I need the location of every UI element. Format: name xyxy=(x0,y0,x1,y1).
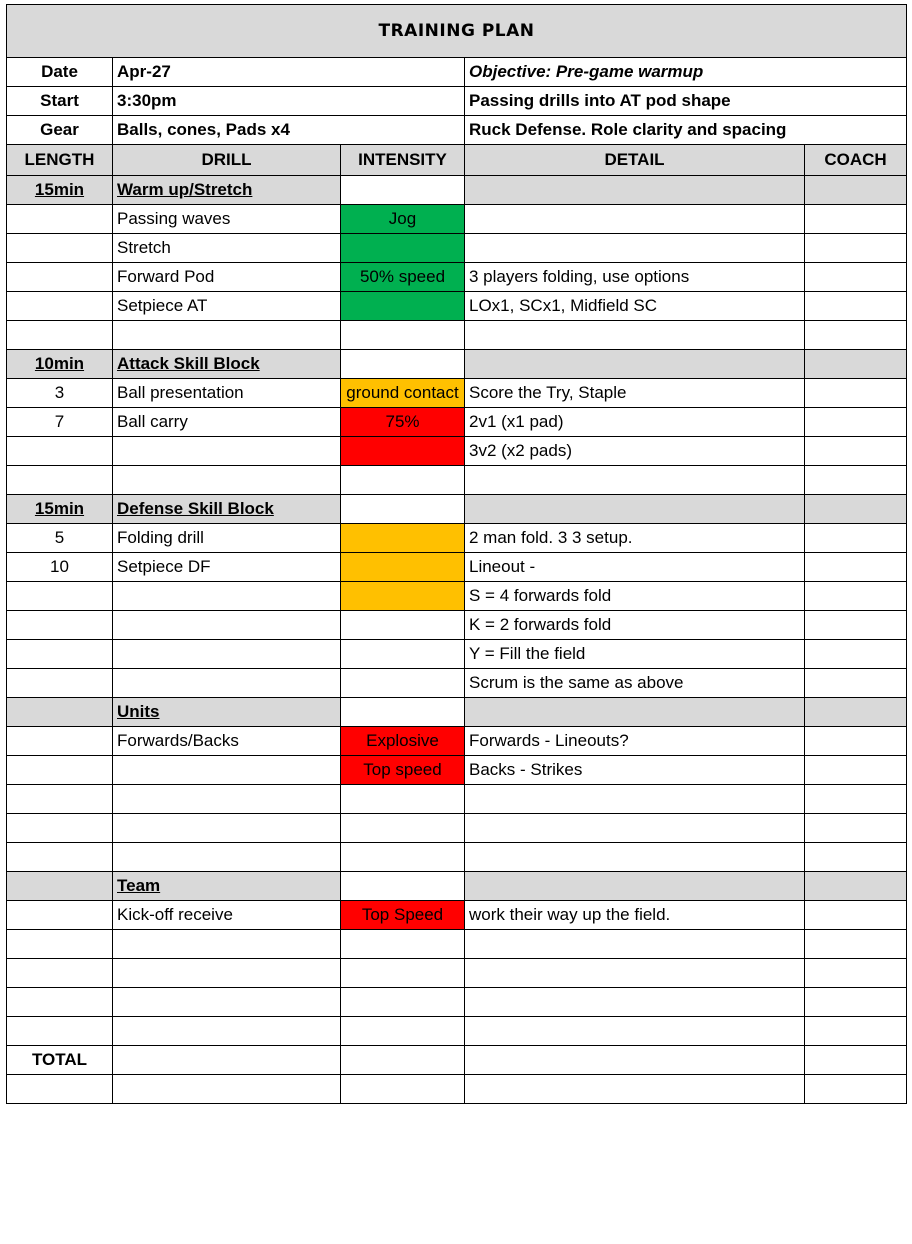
cell-coach xyxy=(805,553,907,582)
cell-intensity xyxy=(341,988,465,1017)
cell-coach xyxy=(805,669,907,698)
info-label-date: Date xyxy=(7,58,113,87)
cell-drill: Ball carry xyxy=(113,408,341,437)
cell-intensity xyxy=(341,321,465,350)
cell-coach xyxy=(805,959,907,988)
cell-length xyxy=(7,292,113,321)
cell-intensity xyxy=(341,466,465,495)
column-header-coach: COACH xyxy=(805,145,907,176)
table-row xyxy=(7,234,907,263)
cell-drill: Setpiece DF xyxy=(113,553,341,582)
cell-length: 15min xyxy=(7,176,113,205)
cell-intensity xyxy=(341,176,465,205)
info-label-start: Start xyxy=(7,87,113,116)
cell-intensity: Top speed xyxy=(341,756,465,785)
table-row xyxy=(7,263,907,292)
table-row xyxy=(7,872,907,901)
cell-drill xyxy=(113,756,341,785)
cell-detail xyxy=(465,1075,805,1104)
cell-length xyxy=(7,205,113,234)
table-row xyxy=(7,495,907,524)
cell-detail xyxy=(465,698,805,727)
cell-intensity xyxy=(341,495,465,524)
cell-length xyxy=(7,611,113,640)
cell-coach xyxy=(805,176,907,205)
cell-detail xyxy=(465,205,805,234)
cell-drill xyxy=(113,1017,341,1046)
cell-coach xyxy=(805,1046,907,1075)
table-row xyxy=(7,785,907,814)
table-row xyxy=(7,727,907,756)
cell-detail: Forwards - Lineouts? xyxy=(465,727,805,756)
cell-coach xyxy=(805,234,907,263)
cell-drill xyxy=(113,930,341,959)
info-value-date: Apr-27 xyxy=(113,58,465,87)
cell-intensity xyxy=(341,640,465,669)
column-header-length: LENGTH xyxy=(7,145,113,176)
cell-drill xyxy=(113,640,341,669)
table-row xyxy=(7,553,907,582)
cell-intensity xyxy=(341,611,465,640)
info-row-start xyxy=(7,87,907,116)
info-value-start: 3:30pm xyxy=(113,87,465,116)
cell-drill xyxy=(113,321,341,350)
cell-length xyxy=(7,234,113,263)
cell-detail: 2v1 (x1 pad) xyxy=(465,408,805,437)
column-header-drill: DRILL xyxy=(113,145,341,176)
cell-drill xyxy=(113,814,341,843)
cell-length xyxy=(7,756,113,785)
table-row xyxy=(7,988,907,1017)
table-row xyxy=(7,176,907,205)
cell-detail: 3v2 (x2 pads) xyxy=(465,437,805,466)
objective-line-2: Passing drills into AT pod shape xyxy=(465,87,907,116)
cell-drill: Folding drill xyxy=(113,524,341,553)
cell-intensity: Jog xyxy=(341,205,465,234)
table-row xyxy=(7,930,907,959)
cell-drill: Setpiece AT xyxy=(113,292,341,321)
cell-intensity xyxy=(341,553,465,582)
cell-detail xyxy=(465,321,805,350)
objective-line-1: Objective: Pre-game warmup xyxy=(465,58,907,87)
cell-coach xyxy=(805,1017,907,1046)
cell-drill: Stretch xyxy=(113,234,341,263)
table-row xyxy=(7,437,907,466)
cell-intensity xyxy=(341,669,465,698)
cell-intensity: 50% speed xyxy=(341,263,465,292)
cell-drill xyxy=(113,669,341,698)
cell-length xyxy=(7,698,113,727)
cell-section-title: Warm up/Stretch xyxy=(113,176,341,205)
table-row xyxy=(7,698,907,727)
cell-length: 7 xyxy=(7,408,113,437)
cell-detail xyxy=(465,1046,805,1075)
cell-coach xyxy=(805,1075,907,1104)
cell-detail: 2 man fold. 3 3 setup. xyxy=(465,524,805,553)
cell-intensity xyxy=(341,1075,465,1104)
info-value-gear: Balls, cones, Pads x4 xyxy=(113,116,465,145)
cell-intensity xyxy=(341,292,465,321)
cell-coach xyxy=(805,263,907,292)
cell-intensity: Top Speed xyxy=(341,901,465,930)
cell-intensity xyxy=(341,959,465,988)
info-label-gear: Gear xyxy=(7,116,113,145)
cell-drill: Passing waves xyxy=(113,205,341,234)
cell-intensity: ground contact xyxy=(341,379,465,408)
cell-length xyxy=(7,263,113,292)
cell-coach xyxy=(805,292,907,321)
cell-coach xyxy=(805,640,907,669)
cell-intensity xyxy=(341,698,465,727)
cell-intensity: 75% xyxy=(341,408,465,437)
cell-intensity xyxy=(341,234,465,263)
table-row xyxy=(7,843,907,872)
cell-length xyxy=(7,843,113,872)
cell-length xyxy=(7,872,113,901)
cell-coach xyxy=(805,756,907,785)
cell-drill xyxy=(113,1046,341,1075)
cell-detail: Backs - Strikes xyxy=(465,756,805,785)
cell-coach xyxy=(805,495,907,524)
cell-coach xyxy=(805,350,907,379)
info-row-gear xyxy=(7,116,907,145)
cell-detail: Scrum is the same as above xyxy=(465,669,805,698)
cell-coach xyxy=(805,872,907,901)
cell-intensity xyxy=(341,872,465,901)
cell-coach xyxy=(805,698,907,727)
cell-intensity xyxy=(341,350,465,379)
title-row xyxy=(7,5,907,58)
cell-length xyxy=(7,437,113,466)
cell-intensity xyxy=(341,582,465,611)
cell-drill xyxy=(113,1075,341,1104)
cell-length: 5 xyxy=(7,524,113,553)
cell-length xyxy=(7,669,113,698)
cell-detail: work their way up the field. xyxy=(465,901,805,930)
cell-intensity xyxy=(341,843,465,872)
table-row xyxy=(7,814,907,843)
cell-detail xyxy=(465,872,805,901)
cell-detail xyxy=(465,350,805,379)
cell-detail xyxy=(465,785,805,814)
table-row xyxy=(7,350,907,379)
cell-section-title: Attack Skill Block xyxy=(113,350,341,379)
table-row xyxy=(7,640,907,669)
cell-detail: Lineout - xyxy=(465,553,805,582)
cell-length xyxy=(7,988,113,1017)
table-row xyxy=(7,756,907,785)
cell-coach xyxy=(805,466,907,495)
cell-length xyxy=(7,901,113,930)
cell-detail xyxy=(465,1017,805,1046)
table-row xyxy=(7,1017,907,1046)
cell-detail xyxy=(465,959,805,988)
cell-length xyxy=(7,930,113,959)
cell-length xyxy=(7,1075,113,1104)
cell-coach xyxy=(805,437,907,466)
cell-coach xyxy=(805,843,907,872)
cell-coach xyxy=(805,727,907,756)
cell-intensity: Explosive xyxy=(341,727,465,756)
cell-drill xyxy=(113,466,341,495)
cell-detail xyxy=(465,466,805,495)
cell-length: 3 xyxy=(7,379,113,408)
cell-coach xyxy=(805,988,907,1017)
table-row xyxy=(7,1046,907,1075)
table-row xyxy=(7,901,907,930)
cell-section-title: Defense Skill Block xyxy=(113,495,341,524)
cell-length: 15min xyxy=(7,495,113,524)
cell-coach xyxy=(805,901,907,930)
cell-drill: Forward Pod xyxy=(113,263,341,292)
cell-length xyxy=(7,582,113,611)
cell-intensity xyxy=(341,524,465,553)
column-header-detail: DETAIL xyxy=(465,145,805,176)
cell-drill xyxy=(113,843,341,872)
cell-section-title: Units xyxy=(113,698,341,727)
training-plan-table xyxy=(6,4,907,1104)
cell-drill xyxy=(113,437,341,466)
cell-coach xyxy=(805,814,907,843)
cell-drill xyxy=(113,988,341,1017)
cell-coach xyxy=(805,611,907,640)
table-row xyxy=(7,292,907,321)
table-row xyxy=(7,582,907,611)
column-header-intensity: INTENSITY xyxy=(341,145,465,176)
table-row xyxy=(7,321,907,350)
cell-drill xyxy=(113,785,341,814)
info-row-date xyxy=(7,58,907,87)
table-row xyxy=(7,669,907,698)
cell-length xyxy=(7,640,113,669)
cell-intensity xyxy=(341,437,465,466)
cell-length xyxy=(7,785,113,814)
plan-rows xyxy=(7,176,907,1104)
cell-detail: K = 2 forwards fold xyxy=(465,611,805,640)
cell-detail: Score the Try, Staple xyxy=(465,379,805,408)
cell-length: 10min xyxy=(7,350,113,379)
cell-intensity xyxy=(341,785,465,814)
cell-length xyxy=(7,959,113,988)
objective-line-3: Ruck Defense. Role clarity and spacing xyxy=(465,116,907,145)
cell-intensity xyxy=(341,814,465,843)
cell-detail: Y = Fill the field xyxy=(465,640,805,669)
table-row xyxy=(7,524,907,553)
cell-intensity xyxy=(341,1017,465,1046)
cell-length: 10 xyxy=(7,553,113,582)
cell-detail xyxy=(465,843,805,872)
cell-detail xyxy=(465,176,805,205)
cell-coach xyxy=(805,930,907,959)
cell-drill: Ball presentation xyxy=(113,379,341,408)
cell-length xyxy=(7,814,113,843)
cell-intensity xyxy=(341,1046,465,1075)
cell-coach xyxy=(805,321,907,350)
cell-drill xyxy=(113,959,341,988)
cell-detail xyxy=(465,234,805,263)
cell-detail xyxy=(465,814,805,843)
cell-drill: Kick-off receive xyxy=(113,901,341,930)
cell-coach xyxy=(805,379,907,408)
cell-coach xyxy=(805,524,907,553)
table-row xyxy=(7,379,907,408)
cell-drill xyxy=(113,582,341,611)
column-header-row xyxy=(7,145,907,176)
cell-detail xyxy=(465,495,805,524)
cell-length: TOTAL xyxy=(7,1046,113,1075)
cell-detail xyxy=(465,930,805,959)
cell-coach xyxy=(805,582,907,611)
cell-section-title: Team xyxy=(113,872,341,901)
cell-detail: LOx1, SCx1, Midfield SC xyxy=(465,292,805,321)
cell-length xyxy=(7,727,113,756)
cell-detail: 3 players folding, use options xyxy=(465,263,805,292)
table-row xyxy=(7,959,907,988)
cell-length xyxy=(7,321,113,350)
table-row xyxy=(7,408,907,437)
cell-length xyxy=(7,1017,113,1046)
cell-coach xyxy=(805,408,907,437)
cell-drill: Forwards/Backs xyxy=(113,727,341,756)
cell-detail: S = 4 forwards fold xyxy=(465,582,805,611)
cell-coach xyxy=(805,205,907,234)
table-row xyxy=(7,1075,907,1104)
table-row xyxy=(7,205,907,234)
cell-drill xyxy=(113,611,341,640)
cell-detail xyxy=(465,988,805,1017)
cell-length xyxy=(7,466,113,495)
cell-coach xyxy=(805,785,907,814)
cell-intensity xyxy=(341,930,465,959)
table-row xyxy=(7,466,907,495)
page-title: TRAINING PLAN xyxy=(7,5,907,58)
table-row xyxy=(7,611,907,640)
